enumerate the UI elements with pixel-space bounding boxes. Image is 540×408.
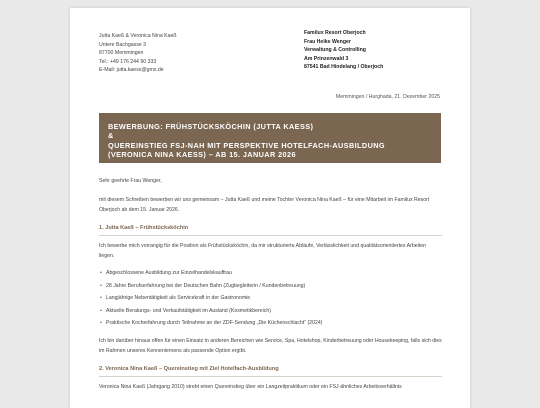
subject-line-1: BEWERBUNG: FRÜHSTÜCKSKÖCHIN (JUTTA KAESS) <box>108 122 314 131</box>
section-2-heading: 2. Veronica Nina Kaeß – Quereinstieg mit Ziel Hotelfach-Ausbildung <box>99 365 442 377</box>
recipient-person: Frau Heike Wenger <box>304 38 351 45</box>
list-item: • Praktische Kocherfahrung durch Teilnahme an der ZDF-Sendung „Die Küchenschlacht“ (2024) <box>106 317 442 330</box>
sender-city: 87700 Memmingen <box>99 50 144 57</box>
intro-paragraph: mit diesem Schreiben bewerben wir uns gemeinsam – Jutta Kaeß und meine Tochter Veronica Nina Kaeß – für eine Mitarbeit im Familux Resort Oberjoch ab dem 15. Januar 2026. <box>99 197 430 213</box>
subject-line-3: QUEREINSTIEG FSJ-NAH MIT PERSPEKTIVE HOTELFACH-AUSBILDUNG <box>108 140 385 150</box>
recipient-street: Am Prinzenwald 3 <box>304 55 349 62</box>
letter-date: Memmingen / Hurghada, 21. Dezember 2025 <box>335 94 440 100</box>
section-2-text: Veronica Nina Kaeß (Jahrgang 2010) strebt einen Quereinstieg über ein Langzeitpraktikum oder ein FSJ-ähnliches Arbeitsverhältnis <box>99 383 402 390</box>
list-item: • Abgeschlossene Ausbildung zur Einzelhandelskauffrau <box>106 267 442 280</box>
sender-street: Untere Bachgasse 3 <box>99 41 147 48</box>
letter-page <box>70 8 470 408</box>
sender-name: Jutta Kaeß & Veronica Nina Kaeß <box>99 33 177 39</box>
section-1-text: Ich bewerbe mich vorrangig für die Position als Frühstücksköchin, da mir strukturierte Abläufe, Verlässlichkeit und qualitätsorientiertes Arbeiten liegen. <box>99 243 426 259</box>
recipient-company: Familux Resort Oberjoch <box>304 30 366 36</box>
subject-line-4: (VERONICA NINA KAESS) – AB 15. JANUAR 2026 <box>108 149 296 159</box>
recipient-city: 87541 Bad Hindelang / Oberjoch <box>304 64 384 71</box>
section-1-heading: 1. Jutta Kaeß – Frühstücksköchin <box>99 224 442 236</box>
salutation: Sehr geehrte Frau Wenger, <box>99 178 162 184</box>
list-item: • 28 Jahre Berufserfahrung bei der Deutschen Bahn (Zugbegleiterin / Kundenbetreuung) <box>106 280 442 293</box>
qualifications-list <box>99 267 442 330</box>
recipient-address <box>304 29 383 72</box>
subject-line-2: & <box>108 131 114 141</box>
sender-address <box>99 32 177 75</box>
list-item: • Langjährige Nebentätigkeit als Servicekraft in der Gastronomie <box>106 292 442 305</box>
recipient-department: Verwaltung & Controlling <box>304 47 366 54</box>
list-item: • Aktuelle Beratungs- und Verkaufstätigkeit im Ausland (Kosmetikbereich) <box>106 305 442 318</box>
section-1-closing: Ich bin darüber hinaus offen für einen Einsatz in anderen Bereichen wie Service, Spa, Hotelshop, Kinderbetreuung oder Housekeeping, falls sich dies im Rahmen unseres Kennenlernens als passende Option ergibt. <box>99 337 442 354</box>
letter-body <box>99 176 442 392</box>
sender-email: E-Mail: jutta.kaess@gmx.de <box>99 67 164 74</box>
sender-phone: Tel.: +49 176 244 90 333 <box>99 58 157 65</box>
subject-banner <box>99 113 441 163</box>
